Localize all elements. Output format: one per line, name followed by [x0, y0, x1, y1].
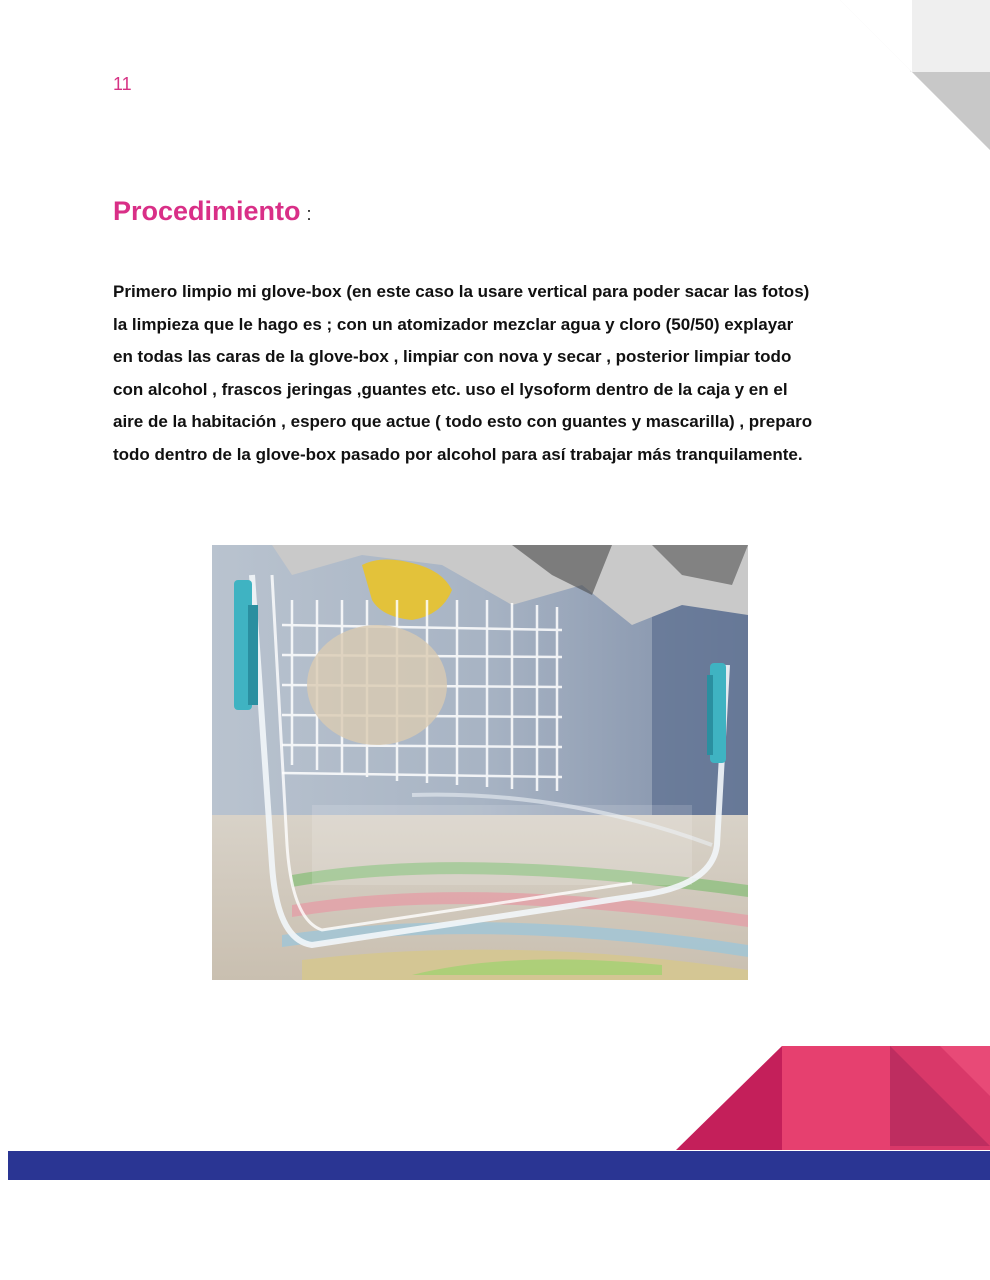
- footer-decoration: [0, 1040, 990, 1185]
- section-heading: [113, 196, 312, 227]
- glove-box-photo: [212, 545, 748, 980]
- paragraph-line: con alcohol , frascos jeringas ,guantes etc. uso el lysoform dentro de la caja y en el: [113, 379, 788, 399]
- paragraph-line: en todas las caras de la glove-box , limpiar con nova y secar , posterior limpiar todo: [113, 347, 792, 367]
- footer-square-pink: [782, 1046, 890, 1150]
- heading-colon: :: [306, 204, 312, 224]
- page-number: 11: [113, 74, 132, 94]
- paragraph-line: la limpieza que le hago es ; con un atomizador mezclar agua y cloro (50/50) explayar: [113, 314, 794, 334]
- corner-fold-decoration: [840, 0, 990, 150]
- paragraph-line: todo dentro de la glove-box pasado por alcohol para así trabajar más tranquilamente.: [113, 444, 803, 464]
- footer-bar: [8, 1151, 990, 1180]
- heading-title: Procedimiento: [113, 196, 301, 226]
- procedure-paragraph: [113, 276, 883, 472]
- paragraph-line: Primero limpio mi glove-box (en este caso la usare vertical para poder sacar las fotos): [113, 282, 810, 301]
- footer-triangle-magenta: [676, 1046, 782, 1150]
- paragraph-line: aire de la habitación , espero que actue ( todo esto con guantes y mascarilla) , preparo: [113, 412, 813, 432]
- glove-box-illustration: [212, 545, 748, 980]
